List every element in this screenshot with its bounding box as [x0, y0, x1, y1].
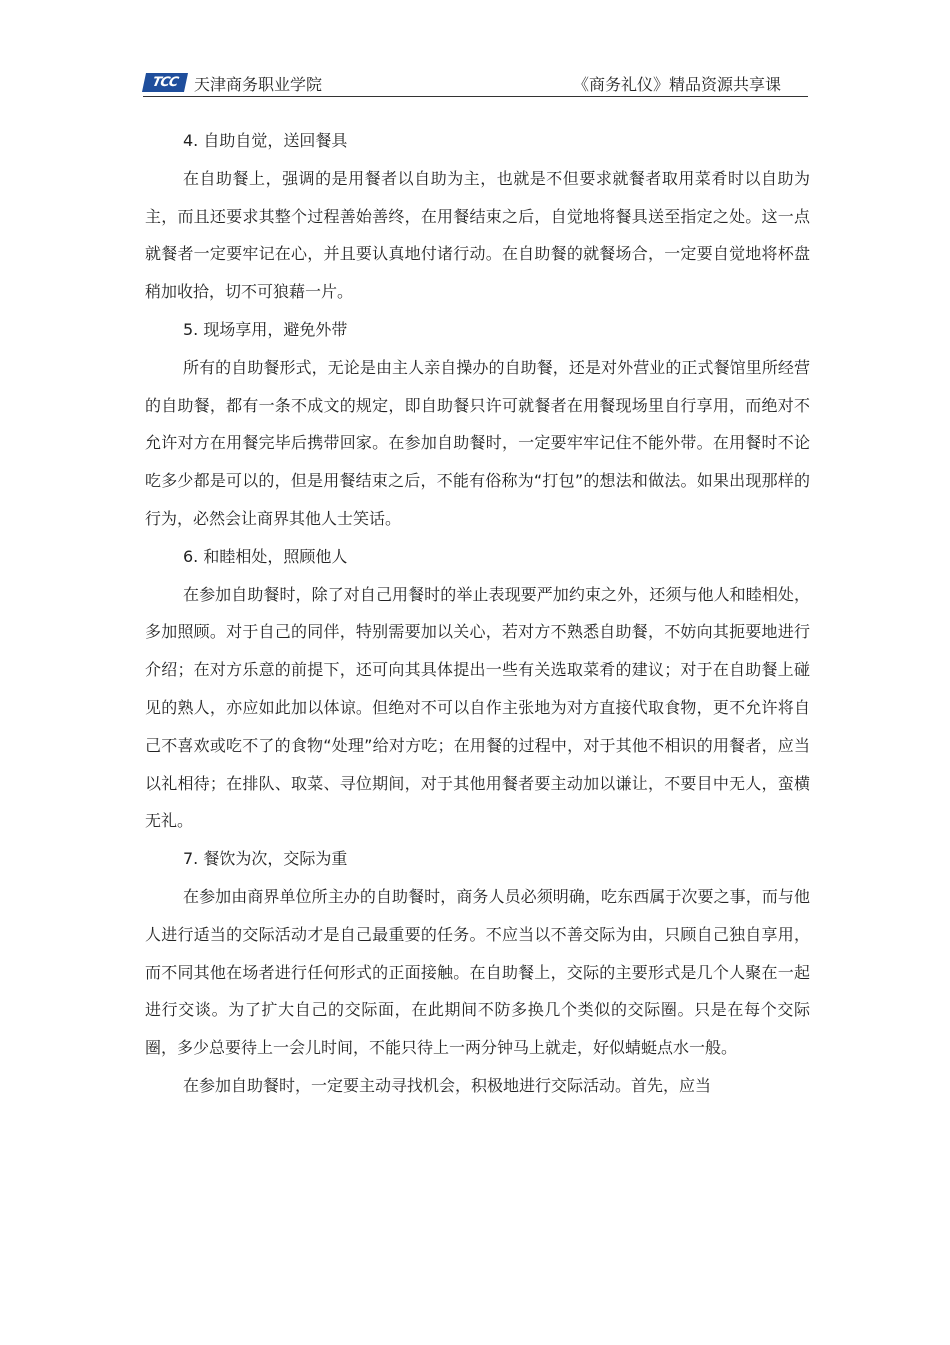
section-heading: 5. 现场享用，避免外带	[183, 319, 348, 339]
section-heading: 7. 餐饮为次，交际为重	[183, 849, 348, 869]
page-header	[143, 66, 808, 97]
section-heading: 6. 和睦相处，照顾他人	[183, 546, 348, 566]
paragraph: 在自助餐上，强调的是用餐者以自助为主，也就是不但要求就餐者取用菜肴时以自助为主，而且还要求其整个过程善始善终，在用餐结束之后，自觉地将餐具送至指定之处。这一点就餐者一定要牢记在心，并且要认真地付诸行动。在自助餐的就餐场合，一定要自觉地将杯盘稍加收拾，切不可狼藉一片。	[145, 168, 810, 302]
paragraph: 在参加自助餐时，一定要主动寻找机会，积极地进行交际活动。首先，应当	[183, 1075, 712, 1095]
school-name: 天津商务职业学院	[194, 75, 323, 94]
paragraph: 在参加自助餐时，除了对自己用餐时的举止表现要严加约束之外，还须与他人和睦相处，多加照顾。对于自己的同伴，特别需要加以关心，若对方不熟悉自助餐，不妨向其扼要地进行介绍；在对方乐意的前提下，还可向其具体提出一些有关选取菜肴的建议；对于在自助餐上碰见的熟人，亦应如此加以体谅。但绝对不可以自作主张地为对方直接代取食物，更不允许将自己不喜欢或吃不了的食物“处理”给对方吃；在用餐的过程中，对于其他不相识的用餐者，应当以礼相待；在排队、取菜、寻位期间，对于其他用餐者要主动加以谦让，不要目中无人，蛮横无礼。	[145, 584, 810, 831]
document-body	[145, 122, 810, 1105]
section-heading: 4. 自助自觉，送回餐具	[183, 131, 348, 150]
paragraph: 所有的自助餐形式，无论是由主人亲自操办的自助餐，还是对外营业的正式餐馆里所经营的自助餐，都有一条不成文的规定，即自助餐只许可就餐者在用餐现场里自行享用，而绝对不允许对方在用餐完毕后携带回家。在参加自助餐时，一定要牢牢记住不能外带。在用餐时不论吃多少都是可以的，但是用餐结束之后，不能有俗称为“打包”的想法和做法。如果出现那样的行为，必然会让商界其他人士笑话。	[145, 357, 810, 528]
course-title: 《商务礼仪》精品资源共享课	[572, 75, 781, 94]
school-logo: TCC	[142, 73, 188, 92]
paragraph: 在参加由商界单位所主办的自助餐时，商务人员必须明确，吃东西属于次要之事，而与他人进行适当的交际活动才是自己最重要的任务。不应当以不善交际为由，只顾自己独自享用，而不同其他在场者进行任何形式的正面接触。在自助餐上，交际的主要形式是几个人聚在一起进行交谈。为了扩大自己的交际面，在此期间不防多换几个类似的交际圈。只是在每个交际圈，多少总要待上一会儿时间，不能只待上一两分钟马上就走，好似蜻蜓点水一般。	[145, 886, 810, 1058]
